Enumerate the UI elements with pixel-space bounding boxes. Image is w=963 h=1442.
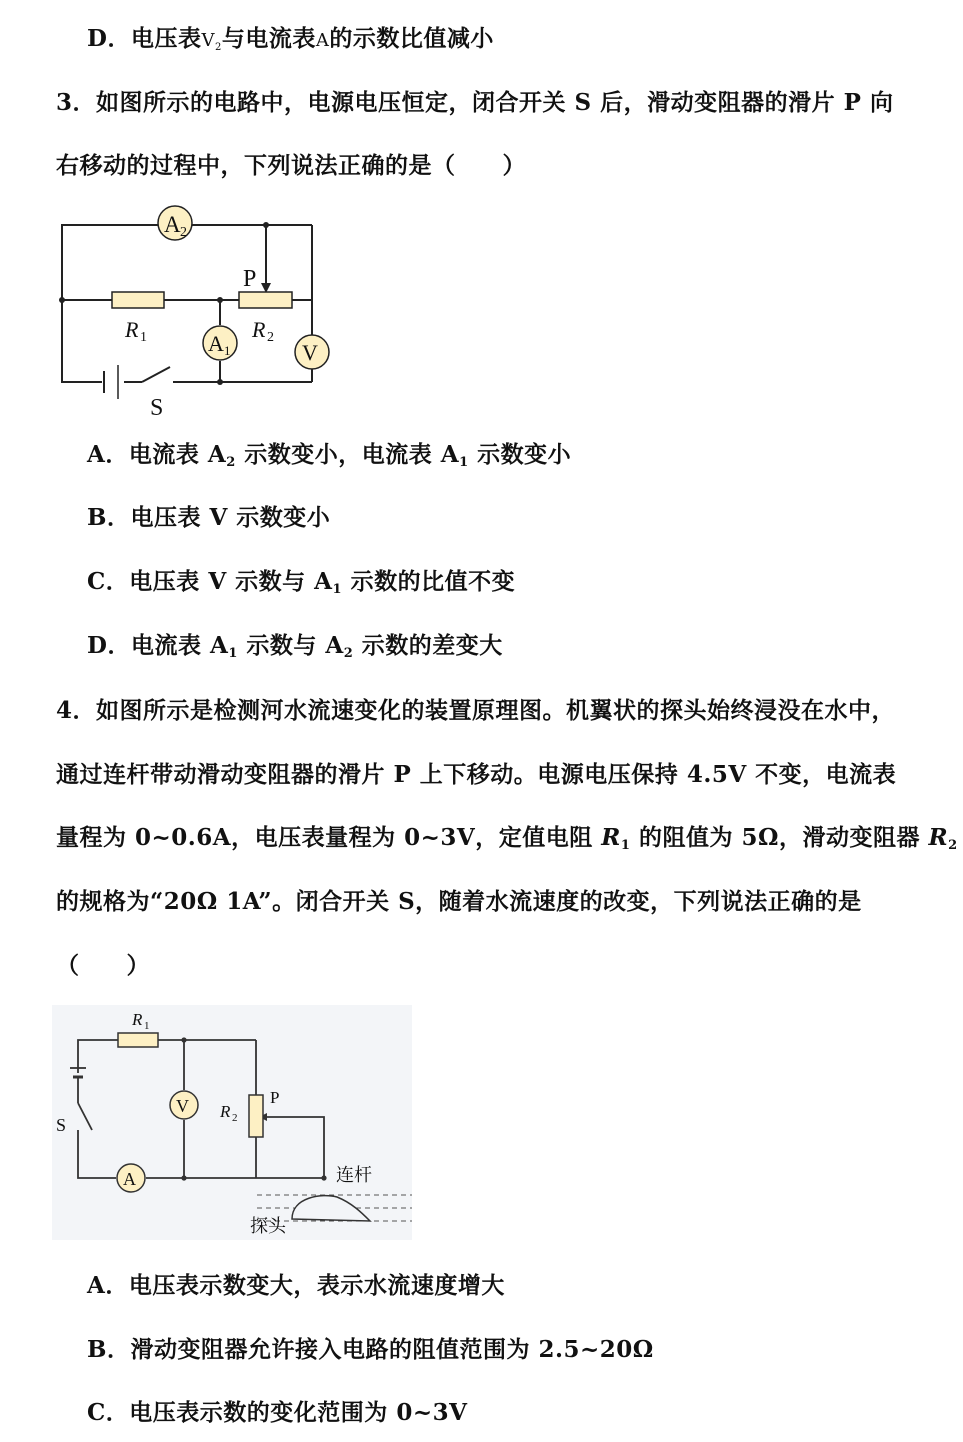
svg-text:2: 2 bbox=[267, 330, 274, 345]
q4-stem-line1: 4．如图所示是检测河水流速变化的装置原理图。机翼状的探头始终浸没在水中， bbox=[56, 697, 896, 724]
q4-stem-line2: 通过连杆带动滑动变阻器的滑片 P 上下移动。电源电压保持 4.5V 不变，电流表 bbox=[56, 761, 897, 788]
svg-text:2: 2 bbox=[232, 1112, 238, 1124]
q4-option-b: B．滑动变阻器允许接入电路的阻值范围为 2.5~20Ω bbox=[87, 1336, 654, 1363]
svg-text:P: P bbox=[270, 1088, 280, 1107]
q3-option-c: C．电压表 V 示数与 $A_1$ 示数的比值不变 bbox=[87, 568, 516, 597]
svg-text:探头: 探头 bbox=[250, 1216, 286, 1236]
svg-text:1: 1 bbox=[144, 1020, 150, 1032]
q3-stem-line2: 右移动的过程中，下列说法正确的是（ ） bbox=[56, 152, 526, 179]
svg-text:1: 1 bbox=[224, 343, 231, 358]
q3-resistor-r1 bbox=[112, 292, 164, 308]
svg-text:S: S bbox=[56, 1115, 67, 1135]
q2-option-d: D．电压表$V_2$与电流表A的示数比值减小 bbox=[87, 25, 494, 53]
q3-stem-line1: 3．如图所示的电路中，电源电压恒定，闭合开关 S 后，滑动变阻器的滑片 P 向 bbox=[56, 89, 894, 116]
svg-text:A: A bbox=[164, 212, 181, 237]
svg-text:连杆: 连杆 bbox=[336, 1165, 372, 1185]
svg-text:V: V bbox=[302, 340, 318, 365]
q3-resistor-r2 bbox=[239, 292, 292, 308]
q3-option-a: A．电流表 $A_2$ 示数变小，电流表 $A_1$ 示数变小 bbox=[87, 441, 572, 470]
q3-option-d: D．电流表 $A_1$ 示数与 $A_2$ 示数的差变大 bbox=[87, 632, 503, 661]
q4-resistor-r2 bbox=[249, 1095, 263, 1137]
svg-text:A: A bbox=[208, 331, 224, 356]
q4-stem-line5: （ ） bbox=[56, 952, 150, 979]
svg-text:R: R bbox=[132, 1010, 143, 1029]
q4-option-c: C．电压表示数的变化范围为 0~3V bbox=[87, 1399, 468, 1426]
q3-circuit-diagram bbox=[40, 195, 350, 425]
svg-text:R: R bbox=[220, 1102, 231, 1121]
q4-stem-line3: 量程为 0~0.6A，电压表量程为 0~3V，定值电阻 $R_1$ 的阻值为 5Ω，滑动变阻器 $R_2$ bbox=[56, 824, 958, 853]
svg-text:A: A bbox=[123, 1169, 136, 1189]
svg-text:R: R bbox=[125, 317, 139, 342]
svg-text:R: R bbox=[252, 317, 266, 342]
q4-circuit-diagram bbox=[52, 1005, 412, 1240]
svg-text:1: 1 bbox=[140, 330, 147, 345]
q4-stem-line4: 的规格为“20Ω 1A”。闭合开关 S，随着水流速度的改变，下列说法正确的是 bbox=[56, 888, 862, 915]
svg-text:2: 2 bbox=[180, 225, 187, 240]
q4-resistor-r1 bbox=[118, 1033, 158, 1047]
q4-option-a: A．电压表示数变大，表示水流速度增大 bbox=[87, 1272, 505, 1299]
svg-text:S: S bbox=[150, 395, 164, 421]
q3-option-b: B．电压表 V 示数变小 bbox=[87, 504, 331, 531]
svg-text:V: V bbox=[176, 1096, 189, 1116]
svg-text:P: P bbox=[243, 266, 257, 292]
